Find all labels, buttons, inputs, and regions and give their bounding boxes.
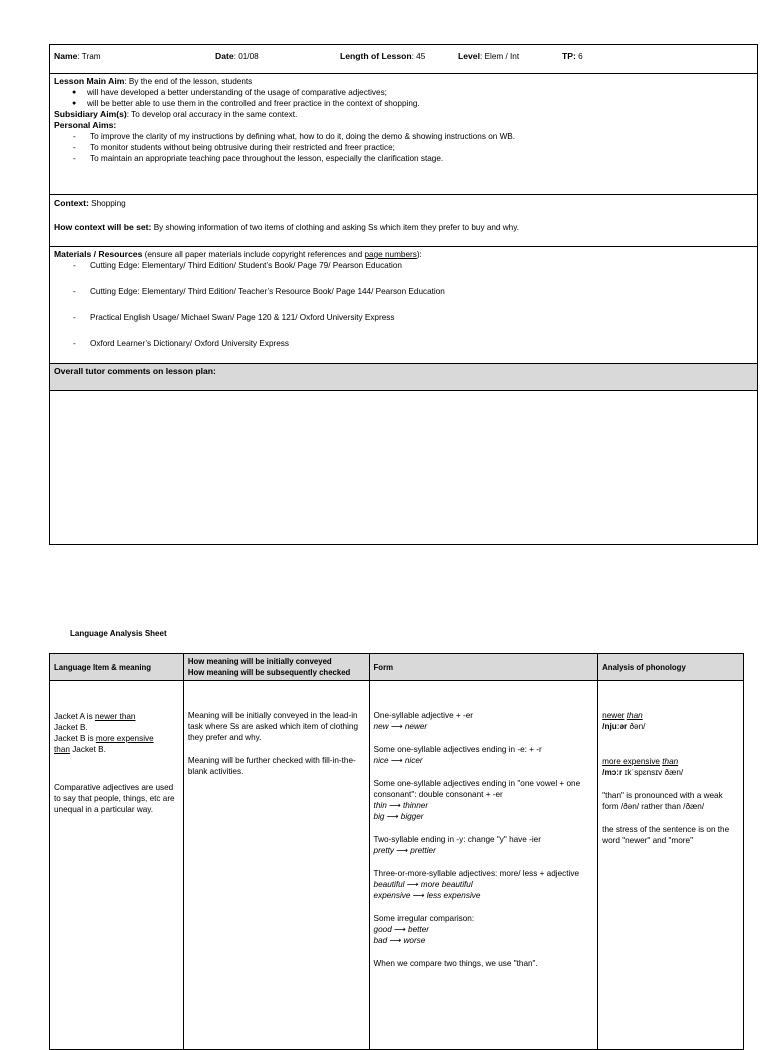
aims-section: [50, 74, 757, 195]
item-cell: Jacket A is newer than Jacket B. Jacket B is more expensive than Jacket B. Comparative adjectives are used to say that people, things, etc are unequal in a particular way.: [50, 681, 184, 1050]
lesson-plan-box: [49, 44, 758, 545]
list-item: - Cutting Edge: Elementary/ Third Edition/ Teacher’s Resource Book/ Page 144/ Pearson Education: [90, 286, 753, 297]
tp-field: TP: 6: [562, 51, 583, 61]
col-header-phonology: Analysis of phonology: [598, 654, 744, 681]
header-row: [50, 45, 757, 74]
list-item: - To improve the clarity of my instructions by defining what, how to do it, doing the demo & showing instructions on WB.: [90, 131, 753, 142]
context: Context: Shopping: [54, 198, 126, 208]
list-item: - Cutting Edge: Elementary/ Third Edition/ Student’s Book/ Page 79/ Pearson Education: [90, 260, 753, 271]
col-header-item: Language Item & meaning: [50, 654, 184, 681]
las-title: Language Analysis Sheet: [70, 629, 167, 638]
materials-heading: Materials / Resources (ensure all paper materials include copyright references and page numbers):: [54, 249, 422, 259]
list-item: ● will have developed a better understanding of the usage of comparative adjectives;: [87, 87, 753, 98]
subsidiary-aim: Subsidiary Aim(s): To develop oral accuracy in the same context.: [54, 109, 298, 119]
list-item: - Practical English Usage/ Michael Swan/ Page 120 & 121/ Oxford University Express: [90, 312, 753, 323]
main-aim: Lesson Main Aim: By the end of the lesson, students: [54, 76, 253, 86]
list-item: - To monitor students without being obtrusive during their restricted and freer practice;: [90, 142, 753, 153]
form-cell: One-syllable adjective + -er new ⟶ newer Some one-syllable adjectives ending in -e: + -r nice ⟶ nicer Some one-syllable adjectives ending in "one vowel + one consonant": double consonant + -er thin ⟶ thinner big ⟶ bigger Two-syllable ending in -y: change "y" have -ier pretty ⟶ prettier Three-or-more-syllable adjectives: more/ less + adjective beautiful ⟶ more beautiful expensive ⟶ less expensive Some irregular comparison: good ⟶ better bad ⟶ worse When we compare two things, we use "than".: [369, 681, 598, 1050]
col-header-form: Form: [369, 654, 598, 681]
materials-list: [54, 260, 753, 349]
language-analysis-table: [49, 653, 744, 1050]
phonology-cell: newer than /njuːər ðən/ more expensive than /mɔːr ɪkˈspɛnsɪv ðæn/ "than" is pronounced with a weak form /ðən/ rather than /ðæn/ the stress of the sentence is on the word "newer" and "more": [598, 681, 744, 1050]
level-field: Level: Elem / Int: [458, 51, 520, 61]
meaning-cell: Meaning will be initially conveyed in the lead-in task where Ss are asked which item of clothing they prefer and why. Meaning will be further checked with fill-in-the-blank activities.: [183, 681, 369, 1050]
tutor-comments-heading: Overall tutor comments on lesson plan:: [50, 364, 757, 391]
col-header-meaning: How meaning will be initially conveyed How meaning will be subsequently checked: [183, 654, 369, 681]
table-header-row: [50, 654, 744, 681]
name-field: Name: Tram: [54, 51, 101, 61]
context-section: [50, 195, 757, 247]
main-aim-list: [54, 87, 753, 109]
list-item: - Oxford Learner’s Dictionary/ Oxford University Express: [90, 338, 753, 349]
table-row: [50, 681, 744, 1050]
length-field: Length of Lesson: 45: [340, 51, 426, 61]
date-field: Date: 01/08: [215, 51, 259, 61]
materials-section: [50, 247, 757, 364]
list-item: - To maintain an appropriate teaching pace throughout the lesson, especially the clarification stage.: [90, 153, 753, 164]
personal-aims-heading: Personal Aims:: [54, 120, 117, 130]
context-setting: How context will be set: By showing information of two items of clothing and asking Ss which item they prefer to buy and why.: [54, 222, 519, 232]
personal-aims-list: [54, 131, 753, 164]
list-item: ● will be better able to use them in the controlled and freer practice in the context of shopping.: [87, 98, 753, 109]
